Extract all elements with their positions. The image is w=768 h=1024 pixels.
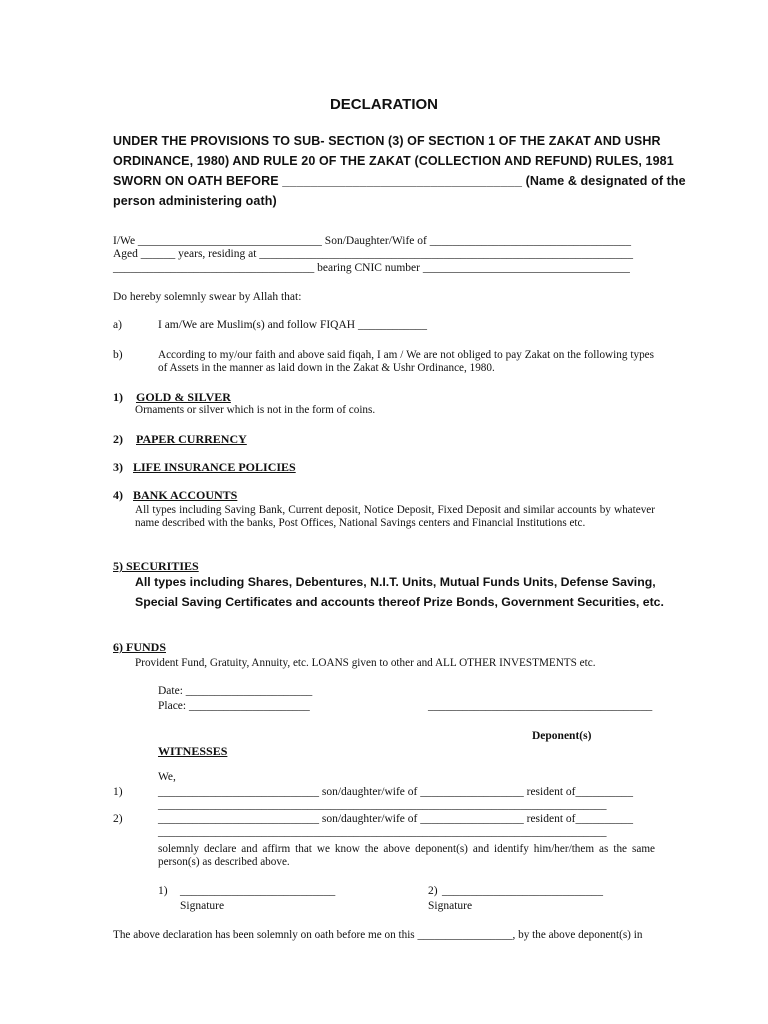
signature-1-number: 1) [158,885,168,897]
witnesses-we: We, [158,771,176,783]
asset-1-number: 1) [113,390,123,404]
identity-age-line: Aged ______ years, residing at _________________________________________________________________ [113,248,634,260]
preamble-line-1: UNDER THE PROVISIONS TO SUB- SECTION (3) OF SECTION 1 OF THE ZAKAT AND USHR [113,134,661,148]
witness-1-address-line[interactable]: ______________________________________________________________________________ [158,799,607,811]
deponent-label: Deponent(s) [532,730,592,742]
asset-3-number: 3) [113,460,123,474]
clause-a-text: I am/We are Muslim(s) and follow FIQAH ____________ [158,319,427,331]
signature-1-line[interactable]: ___________________________ [180,885,336,897]
asset-4-text: All types including Saving Bank, Current deposit, Notice Deposit, Fixed Deposit and similar accounts by whatever name described with the banks, Post Offices, National Savings centers and Financial Institutions etc. [135,504,655,529]
signature-2-label: Signature [428,900,473,912]
clause-b-label: b) [113,349,123,361]
witness-2-line[interactable]: ____________________________ son/daughter/wife of __________________ resident of__________ [158,813,633,825]
asset-6-text: Provident Fund, Gratuity, Annuity, etc. LOANS given to other and ALL OTHER INVESTMENTS etc. [135,657,596,669]
asset-5-line-1: All types including Shares, Debentures, N.I.T. Units, Mutual Funds Units, Defense Saving, [135,575,656,589]
asset-3-title: LIFE INSURANCE POLICIES [133,460,296,474]
witnesses-title: WITNESSES [158,744,228,758]
signature-1-label: Signature [180,900,225,912]
swear-statement: Do hereby solemnly swear by Allah that: [113,291,302,303]
signature-2-line[interactable]: ____________________________ [442,885,603,897]
asset-1-text: Ornaments or silver which is not in the form of coins. [135,404,376,416]
preamble-line-2: ORDINANCE, 1980) AND RULE 20 OF THE ZAKAT (COLLECTION AND REFUND) RULES, 1981 [113,154,674,168]
witness-1-number: 1) [113,786,123,798]
witness-2-number: 2) [113,813,123,825]
deponent-signature-line[interactable]: _______________________________________ [428,700,653,712]
asset-5-line-2: Special Saving Certificates and accounts thereof Prize Bonds, Government Securities, etc. [135,595,664,609]
document-title: DECLARATION [329,96,439,113]
witness-affirmation: solemnly declare and affirm that we know the above deponent(s) and identify him/her/them as the same person(s) as described above. [158,843,655,868]
preamble-line-4: person administering oath) [113,194,277,208]
place-field[interactable]: Place: _____________________ [158,700,310,712]
date-field[interactable]: Date: ______________________ [158,685,313,697]
preamble-line-3: SWORN ON OATH BEFORE __________________________________ (Name & designated of the [113,174,686,188]
witness-1-line[interactable]: ____________________________ son/daughter/wife of __________________ resident of__________ [158,786,633,798]
identity-name-line: I/We ________________________________ Son/Daughter/Wife of ___________________________________ [113,235,631,247]
footer-declaration: The above declaration has been solemnly on oath before me on this _________________, by the above deponent(s) in [113,929,643,941]
asset-4-title: BANK ACCOUNTS [133,488,238,502]
identity-cnic-line: ___________________________________ bearing CNIC number ____________________________________ [113,262,630,274]
signature-2-number: 2) [428,885,438,897]
clause-a-label: a) [113,319,122,331]
asset-2-number: 2) [113,432,123,446]
asset-6-title: 6) FUNDS [113,640,166,654]
witness-2-address-line[interactable]: ______________________________________________________________________________ [158,826,607,838]
asset-5-title: 5) SECURITIES [113,559,199,573]
clause-b-text: According to my/our faith and above said fiqah, I am / We are not obliged to pay Zakat on the following types of Assets in the manner as laid down in the Zakat & Ushr Ordinance, 1980. [158,349,654,374]
asset-4-number: 4) [113,488,123,502]
asset-1-title: GOLD & SILVER [136,390,231,404]
asset-2-title: PAPER CURRENCY [136,432,247,446]
